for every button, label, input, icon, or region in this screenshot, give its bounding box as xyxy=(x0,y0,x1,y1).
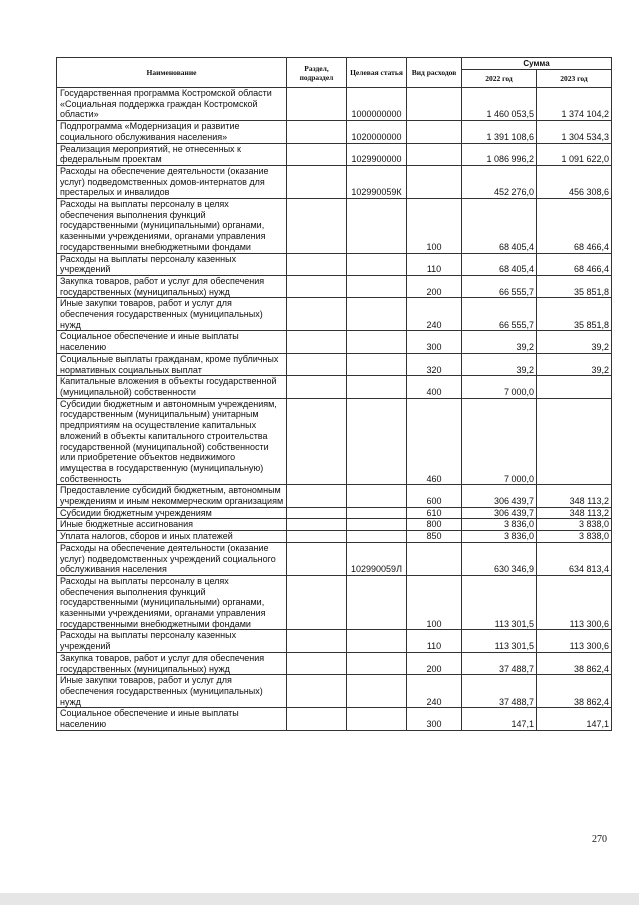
table-row xyxy=(57,542,612,575)
row-target xyxy=(347,199,407,254)
row-kind: 800 xyxy=(407,519,462,531)
row-target xyxy=(347,275,407,297)
row-name: Социальное обеспечение и иные выплаты населению xyxy=(57,708,287,730)
row-target xyxy=(347,675,407,708)
row-kind: 200 xyxy=(407,652,462,674)
row-value-2022: 39,2 xyxy=(462,331,537,353)
row-target: 1020000000 xyxy=(347,121,407,143)
row-target xyxy=(347,519,407,531)
row-value-2023: 634 813,4 xyxy=(537,542,612,575)
row-kind: 100 xyxy=(407,199,462,254)
table-row xyxy=(57,331,612,353)
row-section xyxy=(287,630,347,652)
row-value-2023: 1 304 534,3 xyxy=(537,121,612,143)
table-row xyxy=(57,199,612,254)
row-value-2022: 1 391 108,6 xyxy=(462,121,537,143)
row-name: Субсидии бюджетным и автономным учреждениям, государственным (муниципальным) унитарным предприятиям на осуществление капитальных вложений в объекты капитального строительства государственной (муниципальной) собственности или приобретение объектов недвижимого имущества в государственную (муниципальную) собственность xyxy=(57,398,287,485)
row-section xyxy=(287,121,347,143)
row-name: Предоставление субсидий бюджетным, автономным учреждениям и иным некоммерческим организациям xyxy=(57,485,287,507)
row-name: Субсидии бюджетным учреждениям xyxy=(57,507,287,519)
header-sum: Сумма xyxy=(462,58,612,70)
table-row xyxy=(57,398,612,485)
row-section xyxy=(287,298,347,331)
row-value-2022: 3 836,0 xyxy=(462,519,537,531)
row-value-2022: 7 000,0 xyxy=(462,398,537,485)
row-value-2023: 147,1 xyxy=(537,708,612,730)
table-row xyxy=(57,376,612,398)
row-value-2022: 7 000,0 xyxy=(462,376,537,398)
row-target xyxy=(347,507,407,519)
table-row xyxy=(57,575,612,630)
row-section xyxy=(287,143,347,165)
row-value-2023: 3 838,0 xyxy=(537,519,612,531)
row-kind: 240 xyxy=(407,675,462,708)
row-kind xyxy=(407,165,462,198)
row-section xyxy=(287,165,347,198)
row-target: 1000000000 xyxy=(347,88,407,121)
row-value-2022: 1 460 053,5 xyxy=(462,88,537,121)
table-row xyxy=(57,507,612,519)
row-value-2023 xyxy=(537,398,612,485)
header-2023: 2023 год xyxy=(537,70,612,88)
table-row xyxy=(57,143,612,165)
row-value-2023: 1 091 622,0 xyxy=(537,143,612,165)
row-section xyxy=(287,275,347,297)
header-name: Наименование xyxy=(57,58,287,88)
row-value-2022: 306 439,7 xyxy=(462,485,537,507)
row-section xyxy=(287,507,347,519)
row-name: Расходы на обеспечение деятельности (оказание услуг) подведомственных домов-интернатов для престарелых и инвалидов xyxy=(57,165,287,198)
table-row xyxy=(57,275,612,297)
row-value-2023: 35 851,8 xyxy=(537,275,612,297)
row-name: Социальное обеспечение и иные выплаты населению xyxy=(57,331,287,353)
row-section xyxy=(287,398,347,485)
row-value-2022: 147,1 xyxy=(462,708,537,730)
table-row xyxy=(57,519,612,531)
row-value-2022: 66 555,7 xyxy=(462,298,537,331)
row-section xyxy=(287,88,347,121)
page-number: 270 xyxy=(592,834,607,845)
row-target: 102990059К xyxy=(347,165,407,198)
table-row xyxy=(57,675,612,708)
row-section xyxy=(287,575,347,630)
row-target xyxy=(347,298,407,331)
row-target xyxy=(347,353,407,375)
table-row xyxy=(57,165,612,198)
row-kind: 320 xyxy=(407,353,462,375)
row-value-2023: 39,2 xyxy=(537,331,612,353)
row-target xyxy=(347,331,407,353)
row-section xyxy=(287,253,347,275)
table-row xyxy=(57,708,612,730)
header-section: Раздел, подраздел xyxy=(287,58,347,88)
table-row xyxy=(57,253,612,275)
row-target xyxy=(347,398,407,485)
row-value-2023: 456 308,6 xyxy=(537,165,612,198)
row-name: Реализация мероприятий, не отнесенных к федеральным проектам xyxy=(57,143,287,165)
row-value-2022: 630 346,9 xyxy=(462,542,537,575)
row-section xyxy=(287,199,347,254)
row-kind: 200 xyxy=(407,275,462,297)
row-value-2023: 3 838,0 xyxy=(537,531,612,543)
row-value-2023: 68 466,4 xyxy=(537,253,612,275)
table-row xyxy=(57,531,612,543)
table-row xyxy=(57,298,612,331)
table-row xyxy=(57,630,612,652)
row-target xyxy=(347,485,407,507)
row-value-2022: 306 439,7 xyxy=(462,507,537,519)
row-kind xyxy=(407,121,462,143)
row-value-2023: 348 113,2 xyxy=(537,485,612,507)
row-section xyxy=(287,531,347,543)
row-value-2023 xyxy=(537,376,612,398)
row-name: Уплата налогов, сборов и иных платежей xyxy=(57,531,287,543)
row-kind: 100 xyxy=(407,575,462,630)
row-value-2023: 38 862,4 xyxy=(537,652,612,674)
row-value-2023: 68 466,4 xyxy=(537,199,612,254)
row-value-2022: 37 488,7 xyxy=(462,652,537,674)
row-kind xyxy=(407,542,462,575)
row-name: Подпрограмма «Модернизация и развитие социального обслуживания населения» xyxy=(57,121,287,143)
table-header-row xyxy=(57,58,612,70)
row-section xyxy=(287,652,347,674)
row-value-2023: 113 300,6 xyxy=(537,575,612,630)
header-kind: Вид расходов xyxy=(407,58,462,88)
row-name: Закупка товаров, работ и услуг для обеспечения государственных (муниципальных) нужд xyxy=(57,275,287,297)
row-section xyxy=(287,519,347,531)
row-name: Расходы на выплаты персоналу в целях обеспечения выполнения функций государственными (муниципальными) органами, казенными учреждениями, органами управления государственными внебюджетными фондами xyxy=(57,575,287,630)
row-target xyxy=(347,652,407,674)
row-section xyxy=(287,542,347,575)
scan-bottom-edge xyxy=(0,893,639,905)
row-section xyxy=(287,331,347,353)
table-row xyxy=(57,88,612,121)
row-value-2022: 3 836,0 xyxy=(462,531,537,543)
table-row xyxy=(57,652,612,674)
row-name: Расходы на выплаты персоналу казенных учреждений xyxy=(57,630,287,652)
row-kind: 600 xyxy=(407,485,462,507)
row-kind: 240 xyxy=(407,298,462,331)
row-value-2023: 348 113,2 xyxy=(537,507,612,519)
row-name: Закупка товаров, работ и услуг для обеспечения государственных (муниципальных) нужд xyxy=(57,652,287,674)
row-kind: 460 xyxy=(407,398,462,485)
row-kind: 850 xyxy=(407,531,462,543)
row-target xyxy=(347,253,407,275)
row-name: Иные бюджетные ассигнования xyxy=(57,519,287,531)
header-2022: 2022 год xyxy=(462,70,537,88)
row-kind: 110 xyxy=(407,630,462,652)
row-name: Расходы на обеспечение деятельности (оказание услуг) подведомственных учреждений социального обслуживания населения xyxy=(57,542,287,575)
row-name: Расходы на выплаты персоналу казенных учреждений xyxy=(57,253,287,275)
row-section xyxy=(287,485,347,507)
row-section xyxy=(287,708,347,730)
row-name: Капитальные вложения в объекты государственной (муниципальной) собственности xyxy=(57,376,287,398)
row-kind: 300 xyxy=(407,708,462,730)
row-target: 1029900000 xyxy=(347,143,407,165)
row-name: Расходы на выплаты персоналу в целях обеспечения выполнения функций государственными (муниципальными) органами, казенными учреждениями, органами управления государственными внебюджетными фондами xyxy=(57,199,287,254)
row-name: Иные закупки товаров, работ и услуг для обеспечения государственных (муниципальных) нужд xyxy=(57,675,287,708)
row-kind: 110 xyxy=(407,253,462,275)
row-target xyxy=(347,531,407,543)
row-name: Иные закупки товаров, работ и услуг для обеспечения государственных (муниципальных) нужд xyxy=(57,298,287,331)
table-row xyxy=(57,353,612,375)
row-target xyxy=(347,376,407,398)
header-target: Целевая статья xyxy=(347,58,407,88)
row-name: Социальные выплаты гражданам, кроме публичных нормативных социальных выплат xyxy=(57,353,287,375)
row-section xyxy=(287,376,347,398)
row-kind xyxy=(407,143,462,165)
row-kind: 400 xyxy=(407,376,462,398)
row-value-2022: 37 488,7 xyxy=(462,675,537,708)
row-value-2023: 38 862,4 xyxy=(537,675,612,708)
row-section xyxy=(287,353,347,375)
budget-table xyxy=(56,57,612,731)
row-value-2022: 113 301,5 xyxy=(462,630,537,652)
row-target xyxy=(347,708,407,730)
table-body xyxy=(57,88,612,731)
row-value-2022: 68 405,4 xyxy=(462,199,537,254)
table-row xyxy=(57,485,612,507)
row-value-2022: 113 301,5 xyxy=(462,575,537,630)
table-row xyxy=(57,121,612,143)
row-value-2023: 39,2 xyxy=(537,353,612,375)
row-kind: 300 xyxy=(407,331,462,353)
row-value-2022: 1 086 996,2 xyxy=(462,143,537,165)
row-value-2022: 452 276,0 xyxy=(462,165,537,198)
row-section xyxy=(287,675,347,708)
row-kind: 610 xyxy=(407,507,462,519)
row-value-2023: 35 851,8 xyxy=(537,298,612,331)
row-value-2022: 68 405,4 xyxy=(462,253,537,275)
row-kind xyxy=(407,88,462,121)
row-target xyxy=(347,575,407,630)
row-name: Государственная программа Костромской области «Социальная поддержка граждан Костромской области» xyxy=(57,88,287,121)
row-target: 102990059Л xyxy=(347,542,407,575)
row-target xyxy=(347,630,407,652)
row-value-2022: 39,2 xyxy=(462,353,537,375)
row-value-2023: 113 300,6 xyxy=(537,630,612,652)
row-value-2023: 1 374 104,2 xyxy=(537,88,612,121)
row-value-2022: 66 555,7 xyxy=(462,275,537,297)
